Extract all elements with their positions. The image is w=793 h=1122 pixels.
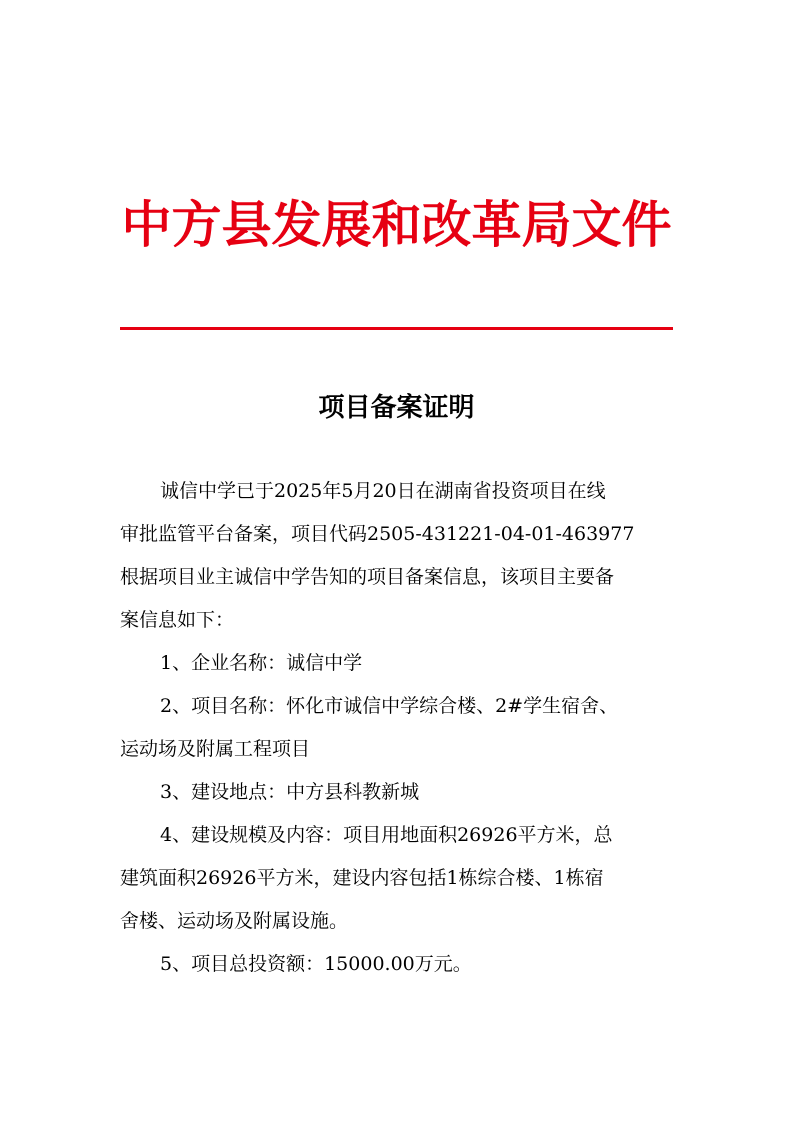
paragraph-line: 诚信中学已于2025年5月20日在湖南省投资项目在线 — [160, 480, 606, 502]
document-body — [120, 470, 680, 986]
list-item-scale-cont: 建筑面积26926平方米，建设内容包括1栋综合楼、1栋宿 — [120, 867, 604, 889]
list-item-investment: 5、项目总投资额：15000.00万元。 — [160, 953, 472, 975]
list-item-company-name: 1、企业名称：诚信中学 — [160, 652, 363, 674]
list-item-scale: 4、建设规模及内容：项目用地面积26926平方米，总 — [160, 824, 613, 846]
paragraph-line: 审批监管平台备案，项目代码2505-431221-04-01-463977 — [120, 523, 635, 545]
paragraph-line: 案信息如下： — [120, 609, 235, 631]
issuer-header-title: 中方县发展和改革局文件 — [121, 195, 672, 254]
list-item-project-name: 2、项目名称：怀化市诚信中学综合楼、2#学生宿舍、 — [160, 695, 619, 717]
paragraph-line: 根据项目业主诚信中学告知的项目备案信息，该项目主要备 — [120, 566, 615, 588]
header-red-rule — [120, 327, 673, 330]
list-item-location: 3、建设地点：中方县科教新城 — [160, 781, 420, 803]
document-title: 项目备案证明 — [318, 393, 475, 423]
list-item-scale-cont: 舍楼、运动场及附属设施。 — [120, 910, 349, 932]
list-item-project-name-cont: 运动场及附属工程项目 — [120, 738, 311, 760]
